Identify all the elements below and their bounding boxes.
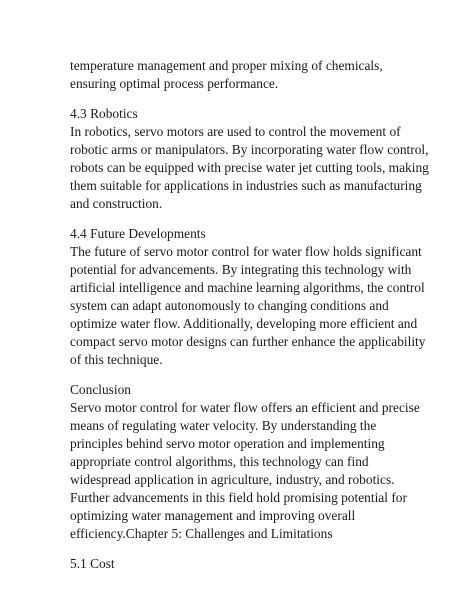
conclusion-line-2: means of regulating water velocity. By understanding the — [70, 418, 377, 433]
future-line-6: compact servo motor designs can further enhance the applicability — [70, 334, 426, 349]
future-line-2: potential for advancements. By integrating this technology with — [70, 262, 412, 277]
section-heading-conclusion: Conclusion — [70, 382, 132, 397]
section-heading-robotics: 4.3 Robotics — [70, 106, 138, 121]
robotics-line-5: and construction. — [70, 196, 163, 211]
future-line-4: system can adapt autonomously to changing conditions and — [70, 298, 389, 313]
robotics-line-4: them suitable for applications in industries such as manufacturing — [70, 178, 422, 193]
conclusion-line-6: Further advancements in this field hold promising potential for — [70, 490, 407, 505]
robotics-line-1: In robotics, servo motors are used to control the movement of — [70, 124, 401, 139]
robotics-line-3: robots can be equipped with precise water jet cutting tools, making — [70, 160, 429, 175]
intro-line-2: ensuring optimal process performance. — [70, 76, 279, 91]
conclusion-line-8: efficiency.Chapter 5: Challenges and Limitations — [70, 526, 333, 541]
robotics-line-2: robotic arms or manipulators. By incorporating water flow control, — [70, 142, 429, 157]
section-heading-cost: 5.1 Cost — [70, 556, 115, 571]
future-line-7: of this technique. — [70, 352, 163, 367]
conclusion-line-3: principles behind servo motor operation and implementing — [70, 436, 385, 451]
conclusion-line-7: optimizing water management and improving overall — [70, 508, 356, 523]
intro-line-1: temperature management and proper mixing of chemicals, — [70, 58, 383, 73]
future-line-5: optimize water flow. Additionally, developing more efficient and — [70, 316, 418, 331]
conclusion-line-4: appropriate control algorithms, this technology can find — [70, 454, 369, 469]
conclusion-line-5: widespread application in agriculture, industry, and robotics. — [70, 472, 395, 487]
section-heading-future: 4.4 Future Developments — [70, 226, 206, 241]
future-line-3: artificial intelligence and machine learning algorithms, the control — [70, 280, 425, 295]
conclusion-line-1: Servo motor control for water flow offers an efficient and precise — [70, 400, 420, 415]
future-line-1: The future of servo motor control for water flow holds significant — [70, 244, 422, 259]
